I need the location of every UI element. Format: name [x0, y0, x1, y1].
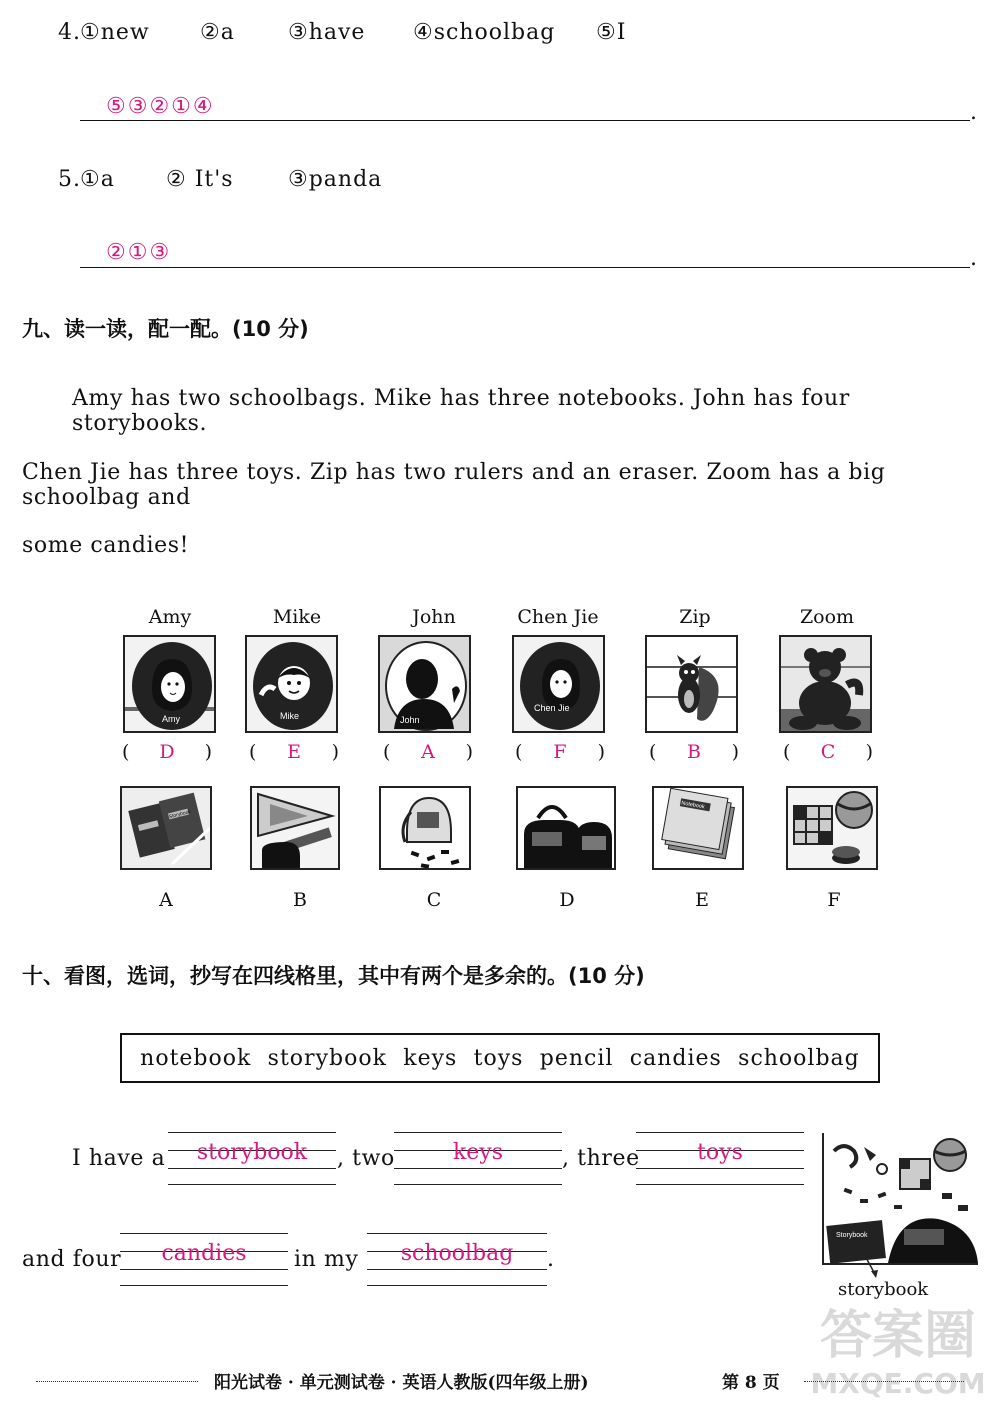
sentence-end: . [547, 1247, 555, 1272]
notebook-label: Notebook [680, 800, 706, 811]
item-letter-e: E [695, 889, 709, 911]
q5-period: . [970, 246, 977, 271]
chenjie-portrait [512, 635, 605, 733]
word-bank-item: keys [403, 1045, 458, 1071]
four-line-blank-1[interactable] [168, 1132, 336, 1184]
character-name-mike: Mike [272, 606, 322, 628]
zoom-match-answer: C [820, 741, 836, 763]
word-bank [120, 1033, 880, 1083]
character-name-chenjie: Chen Jie [517, 606, 599, 628]
four-line-blank-2[interactable] [394, 1132, 562, 1184]
q4-answer-line[interactable] [80, 120, 970, 121]
john-match-blank[interactable]: ( A ) [383, 741, 473, 763]
blank-1-answer: storybook [196, 1140, 308, 1165]
q5-answer: ②①③ [106, 240, 172, 265]
q4-option-5: ⑤I [596, 20, 627, 45]
sentence-part-4: and four [22, 1247, 122, 1272]
zip-match-answer: B [687, 741, 701, 763]
blank-4-answer: candies [161, 1241, 247, 1266]
q4-option-4: ④schoolbag [413, 20, 556, 45]
q4-number: 4. [58, 20, 81, 45]
q5-option-3: ③panda [288, 167, 383, 192]
q4-row [58, 20, 678, 50]
mike-badge: Mike [280, 711, 300, 721]
item-b-rulers-eraser-picture [250, 786, 340, 870]
watermark-line2: MXQE.COM [810, 1367, 986, 1400]
john-badge: John [400, 715, 420, 725]
character-name-zoom: Zoom [799, 606, 855, 628]
footer-dots-left [36, 1381, 198, 1382]
word-bank-item: pencil [539, 1045, 614, 1071]
q4-answer: ⑤③②①④ [106, 94, 215, 119]
blank-2-answer: keys [452, 1140, 504, 1165]
footer-page-number: 第 8 页 [722, 1373, 780, 1393]
john-match-answer: A [421, 741, 435, 763]
word-bank-item: candies [629, 1045, 722, 1071]
q4-option-1: ①new [80, 20, 150, 45]
watermark [800, 1305, 996, 1409]
amy-match-answer: D [159, 741, 175, 763]
schoolbag-contents-picture [822, 1133, 978, 1265]
four-line-blank-3[interactable] [636, 1132, 804, 1184]
picture-caption: storybook [838, 1279, 929, 1300]
section9-heading: 九、读一读，配一配。(10 分) [22, 317, 309, 341]
section9-passage-line3: some candies! [22, 533, 190, 558]
amy-portrait [123, 635, 216, 733]
word-bank-item: storybook [267, 1045, 387, 1071]
item-e-notebooks-picture [652, 786, 744, 870]
amy-match-blank[interactable]: ( D ) [122, 741, 212, 763]
section10-heading: 十、看图，选词，抄写在四线格里，其中有两个是多余的。(10 分) [22, 964, 645, 988]
mike-portrait [245, 635, 338, 733]
item-letter-b: B [293, 889, 307, 911]
storybook-label: Storybook [168, 809, 192, 821]
section9-passage-line2: Chen Jie has three toys. Zip has two rulers and an eraser. Zoom has a big schoolbag and [22, 460, 886, 510]
item-letter-d: D [559, 889, 575, 911]
character-name-amy: Amy [148, 606, 192, 628]
footer-title: 阳光试卷 · 单元测试卷 · 英语人教版(四年级上册) [214, 1373, 589, 1393]
character-name-john: John [412, 606, 456, 628]
zoom-portrait [779, 635, 872, 733]
item-letter-a: A [159, 889, 173, 911]
character-name-zip: Zip [679, 606, 711, 628]
storybook-pointer-arrow [858, 1252, 888, 1282]
item-d-schoolbags-picture [516, 786, 616, 870]
blank-5-answer: schoolbag [400, 1241, 514, 1266]
four-line-blank-4[interactable] [120, 1233, 288, 1285]
mike-match-answer: E [287, 741, 301, 763]
q4-option-3: ③have [288, 20, 366, 45]
four-line-blank-5[interactable] [367, 1233, 547, 1285]
sentence-part-2: , two [337, 1146, 395, 1171]
q4-option-2: ②a [200, 20, 235, 45]
item-a-storybooks-picture [120, 786, 212, 870]
zip-portrait [645, 635, 738, 733]
item-letter-c: C [426, 889, 442, 911]
watermark-line1: 答案圈 [819, 1306, 976, 1366]
item-letter-f: F [827, 889, 841, 911]
word-bank-item: toys [473, 1045, 524, 1071]
q4-period: . [970, 100, 977, 125]
item-f-toys-picture [786, 786, 878, 870]
section9-passage-line1: Amy has two schoolbags. Mike has three notebooks. John has four storybooks. [72, 386, 850, 436]
word-bank-item: notebook [140, 1045, 252, 1071]
sentence-part-1: I have a [72, 1146, 166, 1171]
chenjie-match-blank[interactable]: ( F ) [515, 741, 605, 763]
amy-badge: Amy [162, 714, 180, 724]
zip-match-blank[interactable]: ( B ) [649, 741, 739, 763]
q5-answer-line[interactable] [80, 267, 970, 268]
mike-match-blank[interactable]: ( E ) [249, 741, 339, 763]
q5-number: 5. [58, 167, 81, 192]
zoom-match-blank[interactable]: ( C ) [783, 741, 873, 763]
blank-3-answer: toys [697, 1140, 743, 1165]
q5-option-2: ② It's [166, 167, 234, 192]
chenjie-match-answer: F [553, 741, 567, 763]
picture-book-label: Storybook [836, 1232, 868, 1239]
item-c-schoolbag-candies-picture [379, 786, 471, 870]
word-bank-item: schoolbag [738, 1045, 860, 1071]
john-portrait [378, 635, 471, 733]
sentence-part-3: , three [562, 1146, 640, 1171]
q5-row [58, 167, 458, 197]
q5-option-1: ①a [80, 167, 115, 192]
chenjie-badge: Chen Jie [534, 703, 570, 713]
sentence-part-5: in my [294, 1247, 359, 1272]
